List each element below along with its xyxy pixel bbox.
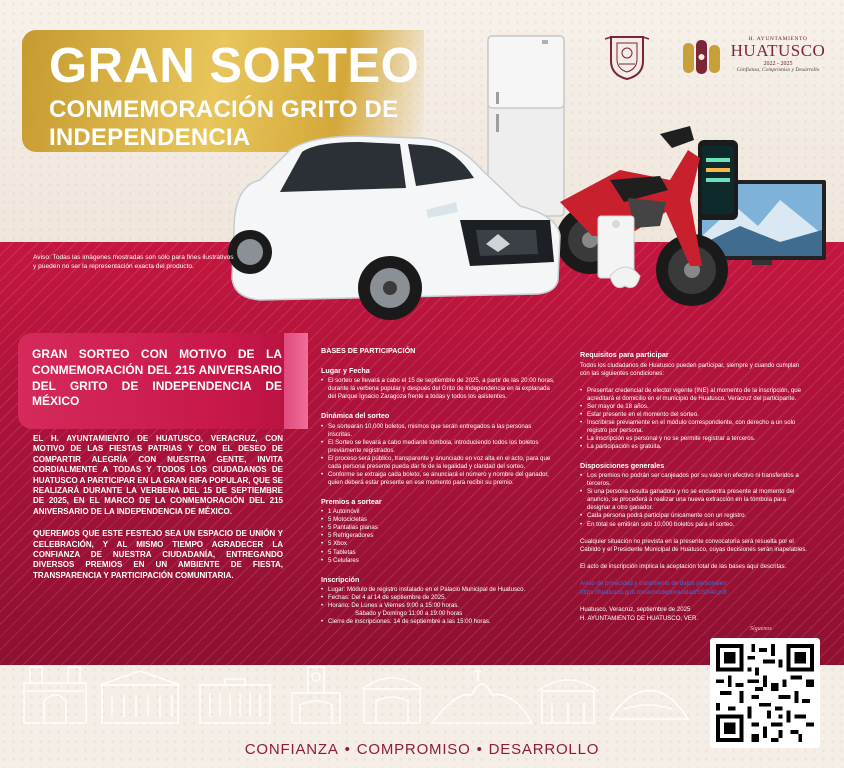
motto-separator: •: [344, 741, 351, 758]
qr-code-icon: [716, 644, 814, 742]
privacy-notice-link[interactable]: https://huatusco.gob.mx/avisodeprivacidad/SSG40.pdf: [580, 588, 727, 596]
list-item: • El sorteo se llevará a cabo el 15 de septiembre de 2025, a partir de las 20:00 horas, durante la verbena popular y después del Grito de Independencia en la explanada del Parque Ignacio Zaragoza frente a todas y todos los asistentes.: [321, 377, 556, 401]
landmarks-illustration: [20, 661, 700, 725]
logo-name: HUATUSCO: [730, 41, 826, 60]
list-item: • 5 Celulares: [321, 557, 556, 565]
logo-years: 2022 - 2025: [763, 61, 793, 67]
disposiciones-list: [580, 472, 810, 528]
clock-tower-icon: [292, 667, 340, 723]
page-subtitle: CONMEMORACIÓN GRITO DE INDEPENDENCIA: [49, 96, 399, 151]
list-item: • Si una persona resulta ganadora y no se encuentra presente al momento del anuncio, se procederá a realizar una nueva extracción en la tómbola para designar a otro ganador.: [580, 488, 810, 512]
motto-word-3: DESARROLLO: [488, 741, 600, 758]
list-item: Sábado y Domingo 11:00 a 19:00 horas: [355, 610, 463, 618]
logo-line1: H. AYUNTAMIENTO: [748, 36, 808, 42]
motto-separator: •: [476, 741, 483, 758]
privacy-notice-label: Aviso de privacidad y tratamiento de datos personales:: [580, 579, 728, 587]
logo-slogan: Confianza, Compromiso y Desarrollo: [736, 67, 820, 73]
list-item: • Cierre de inscripciones: 14 de septiembre a las 15:00 horas.: [321, 618, 556, 626]
dinamica-heading: Dinámica del sorteo: [321, 411, 390, 421]
page-title: GRAN SORTEO: [49, 39, 420, 93]
lugar-list: [321, 377, 556, 401]
mobile-phone-icon: [698, 140, 738, 220]
motto-word-1: CONFIANZA: [244, 741, 339, 758]
inscripcion-list: [321, 586, 556, 626]
image-disclaimer: Aviso: Todas las imágenes mostradas son sólo para fines ilustrativos y pueden no ser la representación exacta del producto.: [33, 254, 234, 270]
mountain-icon: [610, 691, 688, 719]
temple-icon: [538, 680, 598, 723]
announcement-banner: [18, 333, 308, 429]
banner-accent: [284, 333, 308, 429]
prizes-illustration: [220, 30, 830, 340]
intro-text: [33, 434, 283, 581]
list-item: • Horario: De Lunes a Viernes 9:00 a 15:00 horas.: [321, 602, 556, 610]
municipal-hall-icon: [198, 679, 272, 723]
disposiciones-heading: Disposiciones generales: [580, 460, 665, 470]
qr-code[interactable]: [710, 638, 820, 748]
list-item: • El Sorteo se llevará a cabo mediante tómbola, introduciendo todos los boletos previamente registrados.: [321, 439, 556, 455]
theater-icon: [362, 678, 422, 723]
footer-motto: [0, 741, 844, 758]
lugar-heading: Lugar y Fecha: [321, 365, 370, 375]
list-item: • Ser mayor de 18 años.: [580, 403, 810, 411]
premios-heading: Premios a sortear: [321, 496, 382, 506]
list-item: • 5 Xbox: [321, 540, 556, 548]
requisitos-heading: Requisitos para participar: [580, 350, 669, 359]
xbox-console-icon: [598, 216, 640, 288]
announcement-text: GRAN SORTEO CON MOTIVO DE LA CONMEMORACIÓN DEL 215 ANIVERSARIO DEL GRITO DE INDEPENDENCIA DE MÉXICO: [32, 347, 282, 409]
palace-icon: [100, 671, 180, 723]
list-item: • Los premios no podrán ser canjeados por su valor en efectivo ni transferidos a terceros.: [580, 472, 810, 488]
list-item: • Inscribirse previamente en el módulo correspondiente, con derecho a un solo registro por persona.: [580, 419, 810, 435]
list-item: • La participación es gratuita.: [580, 443, 810, 451]
motto-word-2: COMPROMISO: [356, 741, 471, 758]
aceptacion-text: El acto de inscripción implica la aceptación total de las bases aquí descritas.: [580, 562, 787, 570]
hill-monument-icon: [432, 669, 532, 723]
otros-casos-text: Cualquier situación no prevista en la presente convocatoria será resuelta por el Cabildo y el Presidente Municipal de Huatusco, cuyas decisiones serán inapelables.: [580, 537, 807, 553]
bases-heading: BASES DE PARTICIPACIÓN: [321, 346, 416, 355]
list-item: • La inscripción es personal y no se permite registrar a terceros.: [580, 435, 810, 443]
list-item: • 5 Pantallas planas: [321, 524, 556, 532]
list-item: • El proceso será público, transparente y anunciado en voz alta en el acto, para que cada persona presente pueda dar fe de la legalidad y claridad del sorteo.: [321, 455, 556, 471]
list-item: • Fechas: Del 4 al 14 de septiembre de 2025.: [321, 594, 556, 602]
list-item: • Lugar: Módulo de registro instalado en el Palacio Municipal de Huatusco.: [321, 586, 556, 594]
list-item: • Presentar credencial de elector vigente (INE) al momento de la inscripción, que acreditará el domicilio en el municipio de Huatusco, Veracruz del participante.: [580, 387, 810, 403]
list-item: • En total se emitirán solo 10,000 boletos para el sorteo.: [580, 521, 810, 529]
intro-paragraph-1: EL H. AYUNTAMIENTO DE HUATUSCO, VERACRUZ, CON MOTIVO DE LAS FIESTAS PATRIAS Y CON EL DESEO DE COMPARTIR ALEGRÍA CON NUESTRA GENTE, INVITA CORDIALMENTE A TODAS Y TODOS LOS CIUDADANOS DE HUATUSCO A PARTICIPAR EN LA GRAN RIFA POPULAR, QUE SE REALIZARÁ DURANTE LA VERBENA DEL 15 DE SEPTIEMBRE DE 2025, EN EL MARCO DE LA CONMEMORACIÓN DEL 215 ANIVERSARIO DE LA INDEPENDENCIA DE MÉXICO.: [33, 434, 283, 516]
follow-us-label: Síguenos: [750, 626, 772, 632]
list-item: • 5 Motocicletas: [321, 516, 556, 524]
inscripcion-heading: Inscripción: [321, 574, 360, 584]
bases-column: [321, 346, 556, 626]
list-item: • Se sortearán 10,000 boletos, mismos que serán entregados a las personas inscritas.: [321, 423, 556, 439]
church-icon: [24, 667, 86, 723]
list-item: • Estar presente en el momento del sorteo.: [580, 411, 810, 419]
requisitos-column: [580, 350, 810, 623]
issuer: H. AYUNTAMIENTO DE HUATUSCO, VER.: [580, 614, 699, 622]
issue-date: Huatusco, Veracruz, septiembre de 2025: [580, 605, 691, 613]
intro-paragraph-2: QUEREMOS QUE ESTE FESTEJO SEA UN ESPACIO DE UNIÓN Y CELEBRACIÓN, Y AL MISMO TIEMPO AGRADECER LA CONFIANZA DE NUESTRA CIUDADANÍA, ENTREGANDO DIVERSOS PREMIOS EN UN AMBIENTE DE FIESTA, TRANSPARENCIA Y PARTICIPACIÓN COMUNITARIA.: [33, 529, 283, 580]
list-item: • 5 Refrigeradores: [321, 532, 556, 540]
list-item: • Conforme se extraiga cada boleto, se anunciará el número y nombre del ganador, quien deberá estar presente en ese momento para recibir su premio.: [321, 471, 556, 487]
dinamica-list: [321, 423, 556, 487]
list-item: • Cada persona podrá participar únicamente con un registro.: [580, 512, 810, 520]
list-item: • 1 Automóvil: [321, 508, 556, 516]
list-item: • 5 Tabletas: [321, 549, 556, 557]
requisitos-list: [580, 387, 810, 451]
premios-list: [321, 508, 556, 564]
requisitos-intro: Todos los ciudadanos de Huatusco pueden participar, siempre y cuando cumplan con las siguientes condiciones:: [580, 361, 800, 377]
